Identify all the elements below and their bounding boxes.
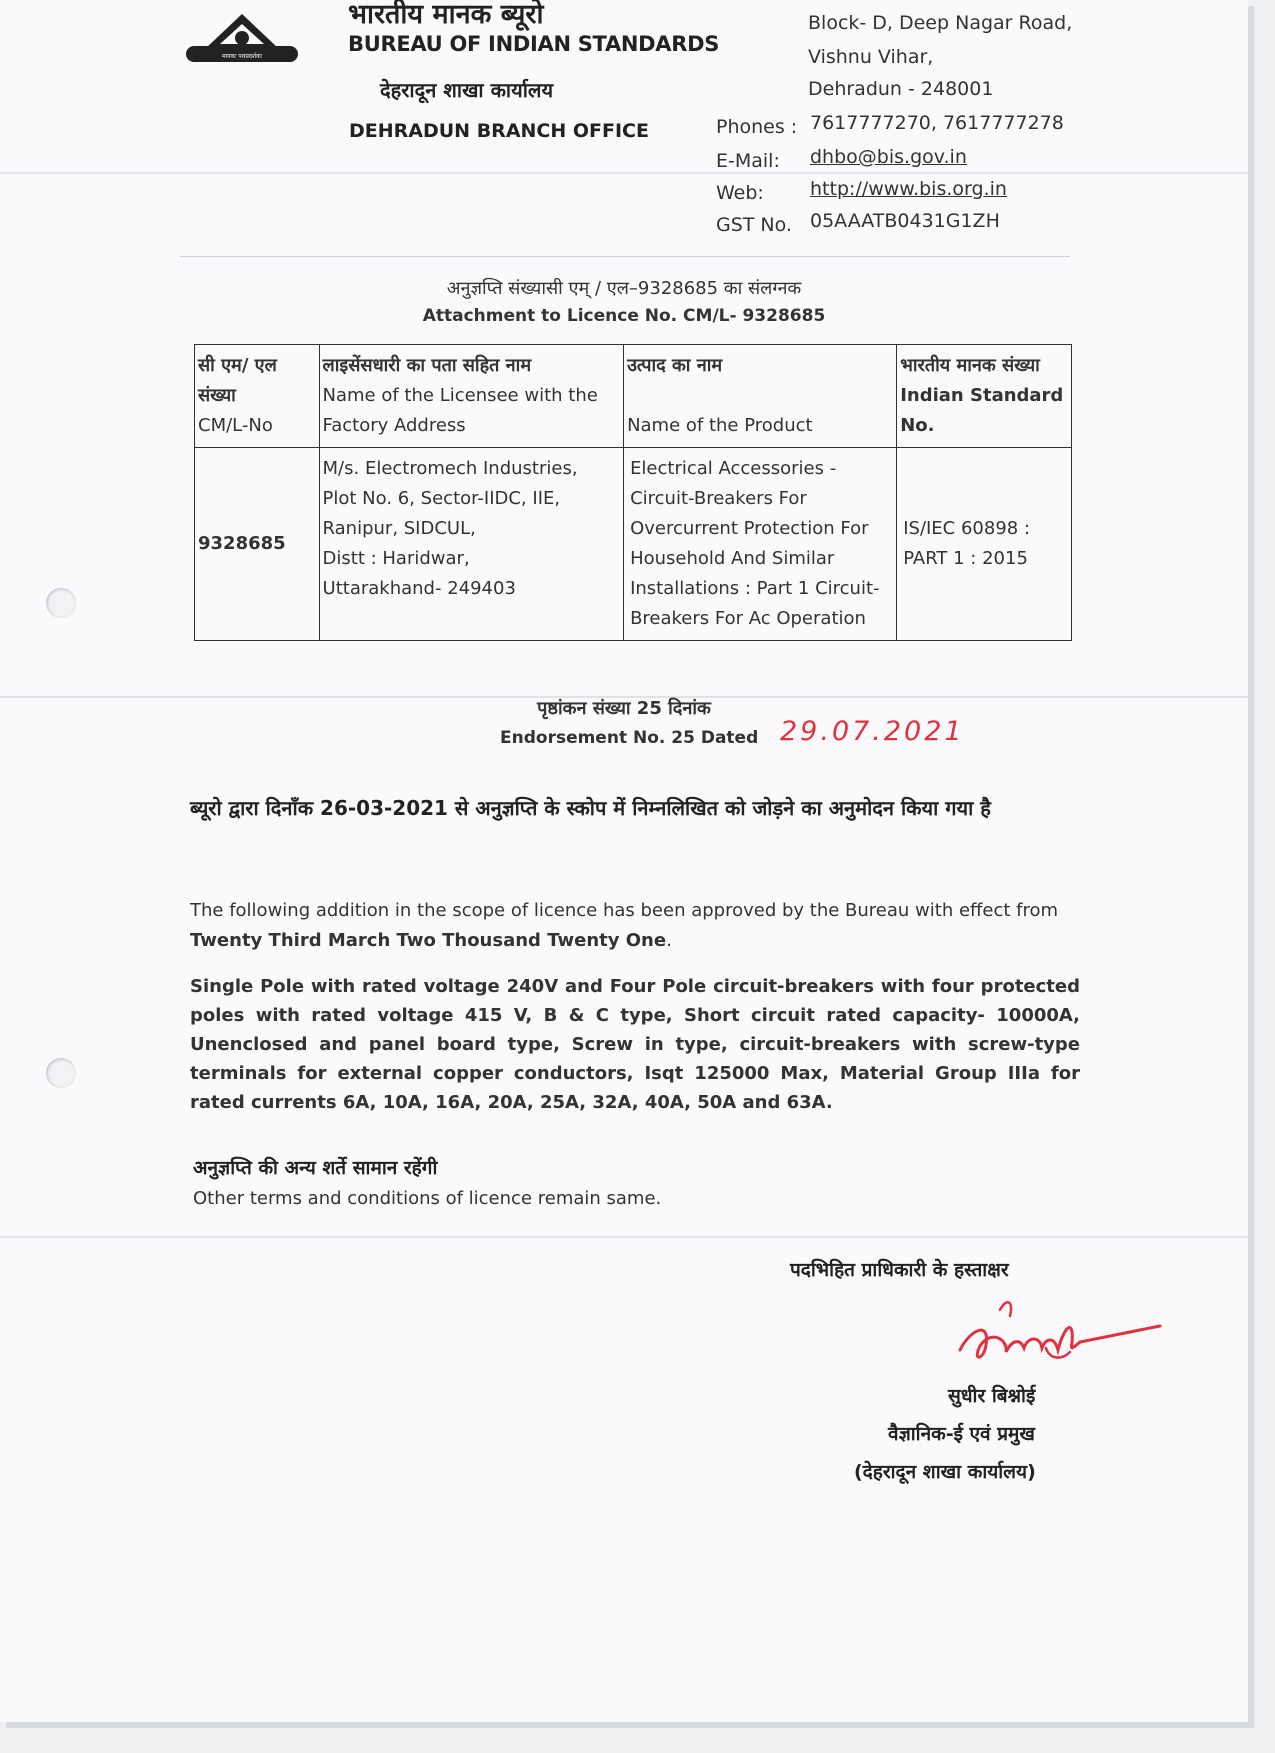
gst-label: GST No.	[716, 214, 792, 236]
header-english: CM/L-No	[198, 415, 273, 436]
header-hindi: लाइसेंसधारी का पता सहित नाम	[322, 355, 532, 376]
effective-date-words: Twenty Third March Two Thousand Twenty One	[190, 930, 667, 951]
punch-hole	[46, 588, 76, 618]
signatory-name: सुधीर बिश्नोई	[948, 1385, 1036, 1407]
address-line: M/s. Electromech Industries,	[322, 458, 578, 479]
address-line: Distt : Haridwar,	[322, 548, 470, 569]
header-hindi: सी एम/ एल संख्या	[198, 355, 277, 406]
branch-name-english: DEHRADUN BRANCH OFFICE	[349, 120, 649, 142]
email-label: E-Mail:	[716, 150, 780, 172]
address-line: Uttarakhand- 249403	[322, 578, 516, 599]
standard-line: PART 1 : 2015	[903, 548, 1028, 569]
org-name-hindi: भारतीय मानक ब्यूरो	[348, 0, 544, 30]
bis-logo	[180, 12, 304, 64]
address-line: Ranipur, SIDCUL,	[322, 518, 476, 539]
terms-hindi: अनुज्ञप्ति की अन्य शर्ते सामान रहेंगी	[193, 1157, 438, 1179]
table-header-row	[195, 345, 1072, 448]
handwritten-date: 29.07.2021	[780, 716, 965, 747]
cell-standard	[897, 448, 1072, 641]
header-english: Name of the Product	[627, 415, 813, 436]
fold-line	[0, 1236, 1248, 1238]
header-hindi: भारतीय मानक संख्या	[900, 355, 1040, 376]
header-english: Indian Standard No.	[900, 385, 1064, 436]
fold-line	[0, 172, 1248, 174]
header-product	[624, 345, 897, 448]
product-line: Circuit-Breakers For	[630, 488, 807, 509]
attachment-title-hindi: अनुज्ञप्ति संख्यासी एम् / एल–9328685 का संलग्नक	[446, 278, 802, 299]
org-name-english: BUREAU OF INDIAN STANDARDS	[348, 32, 720, 56]
scope-addition: Single Pole with rated voltage 240V and Four Pole circuit-breakers with four protected poles with rated voltage 415 V, B & C type, Short circuit rated capacity- 10000A, Unenclosed and panel board type, Screw in type, circuit-breakers with screw-type terminals for external copper conductors, Isqt 125000 Max, Material Group IIIa for rated currents 6A, 10A, 16A, 20A, 25A, 32A, 40A, 50A and 63A.	[190, 976, 1080, 1113]
product-line: Installations : Part 1 Circuit-	[630, 578, 880, 599]
endorsement-hindi: पृष्ठांकन संख्या 25 दिनांक	[537, 698, 711, 719]
gst-value: 05AAATB0431G1ZH	[810, 210, 1000, 232]
approval-prefix: The following addition in the scope of licence has been approved by the Bureau with effect from	[190, 900, 1059, 921]
signatory-office: (देहरादून शाखा कार्यालय)	[854, 1461, 1036, 1483]
standard-line: IS/IEC 60898 :	[903, 518, 1031, 539]
address-line-1: Block- D, Deep Nagar Road,	[808, 12, 1073, 34]
endorsement-english: Endorsement No. 25 Dated	[500, 728, 759, 748]
cell-product	[624, 448, 897, 641]
punch-hole	[46, 1058, 76, 1088]
product-line: Electrical Accessories -	[630, 458, 837, 479]
cell-licence-no: 9328685	[195, 448, 320, 641]
web-label: Web:	[716, 182, 764, 204]
cell-licensee-address	[319, 448, 624, 641]
approval-text-english	[190, 896, 1080, 956]
address-line: Plot No. 6, Sector-IIDC, IIE,	[322, 488, 561, 509]
signature-label: पदभिहित प्राधिकारी के हस्ताक्षर	[790, 1259, 1009, 1281]
attachment-title-english: Attachment to Licence No. CM/L- 9328685	[422, 306, 826, 326]
address-line-3: Dehradun - 248001	[808, 78, 994, 100]
approval-suffix: .	[666, 930, 672, 951]
header-english: Name of the Licensee with the Factory Address	[322, 385, 598, 436]
branch-name-hindi: देहरादून शाखा कार्यालय	[380, 78, 554, 102]
phones-value: 7617777270, 7617777278	[810, 112, 1064, 134]
product-line: Household And Similar	[630, 548, 835, 569]
approval-text-hindi: ब्यूरो द्वारा दिनाँक 26-03-2021 से अनुज्ञप्ति के स्कोप में निम्नलिखित को जोड़ने का अनुमोदन किया गया है	[190, 796, 991, 820]
table-row	[195, 448, 1072, 641]
terms-english: Other terms and conditions of licence remain same.	[193, 1188, 662, 1209]
logo-text: मानकः पथप्रदर्शकः	[222, 53, 262, 60]
handwritten-signature	[950, 1290, 1180, 1390]
address-line-2: Vishnu Vihar,	[808, 46, 934, 68]
product-line: Overcurrent Protection For	[630, 518, 869, 539]
header-hindi: उत्पाद का नाम	[627, 355, 723, 376]
signatory-designation: वैज्ञानिक-ई एवं प्रमुख	[888, 1423, 1035, 1445]
licence-table	[194, 344, 1072, 641]
header-licensee	[319, 345, 624, 448]
header-standard	[897, 345, 1072, 448]
email-link[interactable]: dhbo@bis.gov.in	[810, 146, 967, 168]
header-cml-no	[195, 345, 320, 448]
product-line: Breakers For Ac Operation	[630, 608, 866, 629]
divider	[180, 256, 1070, 257]
web-link[interactable]: http://www.bis.org.in	[810, 178, 1007, 200]
phones-label: Phones :	[716, 116, 798, 138]
